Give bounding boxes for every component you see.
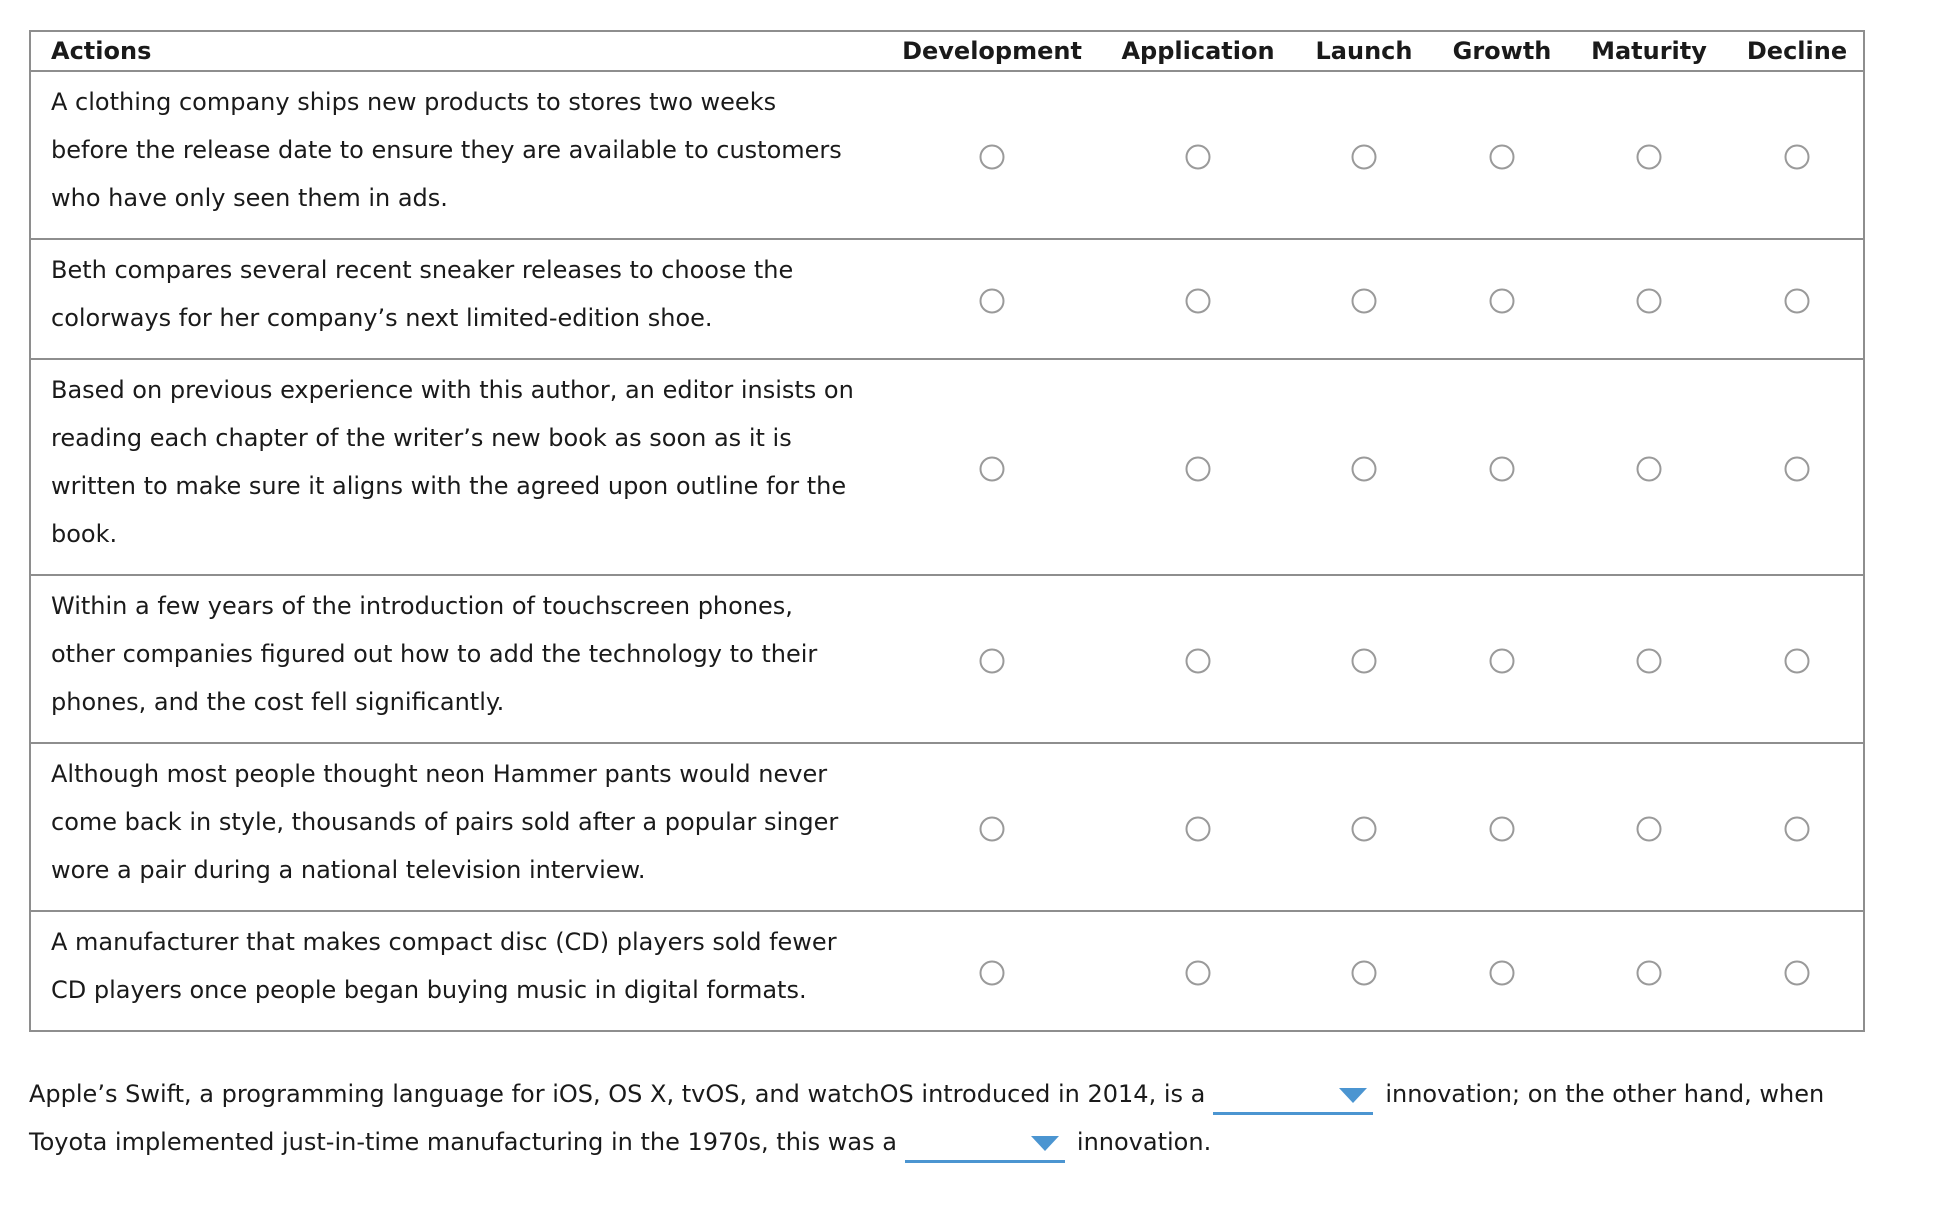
paragraph-text: innovation.	[1076, 1128, 1212, 1156]
radio-development[interactable]	[980, 961, 1005, 986]
radio-application[interactable]	[1186, 649, 1211, 674]
action-text-line: before the release date to ensure they are available to customers	[51, 136, 842, 164]
radio-growth[interactable]	[1490, 457, 1515, 482]
innovation-type-dropdown-2[interactable]	[905, 1118, 1065, 1163]
paragraph-text: Toyota implemented just-in-time manufacturing in the 1970s, this was a	[29, 1128, 897, 1156]
action-text-line: colorways for her company’s next limited-edition shoe.	[51, 304, 713, 332]
radio-growth[interactable]	[1490, 961, 1515, 986]
radio-launch[interactable]	[1352, 817, 1377, 842]
radio-maturity[interactable]	[1637, 817, 1662, 842]
radio-maturity[interactable]	[1637, 145, 1662, 170]
caret-down-icon	[1339, 1088, 1367, 1103]
action-text-line: other companies figured out how to add the technology to their	[51, 640, 818, 668]
grid-header	[31, 32, 1863, 72]
action-text-line: A manufacturer that makes compact disc (CD) players sold fewer	[51, 928, 837, 956]
radio-application[interactable]	[1186, 961, 1211, 986]
action-text-line: Based on previous experience with this author, an editor insists on	[51, 376, 854, 404]
radio-launch[interactable]	[1352, 145, 1377, 170]
action-description	[51, 912, 881, 1014]
radio-development[interactable]	[980, 289, 1005, 314]
stage-header-maturity: Maturity	[1591, 37, 1707, 65]
paragraph-line-1	[29, 1070, 1899, 1118]
radio-application[interactable]	[1186, 145, 1211, 170]
stage-header-decline: Decline	[1746, 37, 1848, 65]
paragraph-text: innovation; on the other hand, when	[1385, 1080, 1825, 1108]
radio-launch[interactable]	[1352, 457, 1377, 482]
table-row	[31, 240, 1863, 360]
action-description	[51, 744, 881, 894]
radio-growth[interactable]	[1490, 649, 1515, 674]
radio-decline[interactable]	[1785, 145, 1810, 170]
action-text-line: reading each chapter of the writer’s new book as soon as it is	[51, 424, 792, 452]
radio-maturity[interactable]	[1637, 649, 1662, 674]
action-text-line: CD players once people began buying music in digital formats.	[51, 976, 807, 1004]
radio-growth[interactable]	[1490, 145, 1515, 170]
radio-development[interactable]	[980, 817, 1005, 842]
radio-decline[interactable]	[1785, 457, 1810, 482]
radio-growth[interactable]	[1490, 817, 1515, 842]
radio-development[interactable]	[980, 457, 1005, 482]
fill-in-paragraph	[29, 1070, 1899, 1166]
paragraph-text: Apple’s Swift, a programming language for iOS, OS X, tvOS, and watchOS introduced in 2014, is a	[29, 1080, 1206, 1108]
stage-header-development: Development	[902, 37, 1082, 65]
radio-development[interactable]	[980, 145, 1005, 170]
radio-decline[interactable]	[1785, 289, 1810, 314]
action-description	[51, 240, 881, 342]
action-description	[51, 360, 881, 558]
action-text-line: wore a pair during a national television interview.	[51, 856, 646, 884]
radio-application[interactable]	[1186, 457, 1211, 482]
caret-down-icon	[1031, 1136, 1059, 1151]
table-row	[31, 360, 1863, 576]
radio-application[interactable]	[1186, 289, 1211, 314]
action-text-line: Beth compares several recent sneaker releases to choose the	[51, 256, 794, 284]
radio-launch[interactable]	[1352, 649, 1377, 674]
radio-decline[interactable]	[1785, 961, 1810, 986]
action-text-line: Although most people thought neon Hammer pants would never	[51, 760, 828, 788]
action-text-line: phones, and the cost fell significantly.	[51, 688, 505, 716]
table-row	[31, 576, 1863, 744]
classification-grid	[29, 30, 1865, 1032]
stage-header-application: Application	[1121, 37, 1275, 65]
action-description	[51, 576, 881, 726]
innovation-type-dropdown-1[interactable]	[1213, 1070, 1373, 1115]
actions-column-header: Actions	[51, 37, 152, 65]
radio-growth[interactable]	[1490, 289, 1515, 314]
stage-header-growth: Growth	[1452, 37, 1552, 65]
radio-maturity[interactable]	[1637, 289, 1662, 314]
radio-maturity[interactable]	[1637, 961, 1662, 986]
table-row	[31, 72, 1863, 240]
radio-decline[interactable]	[1785, 817, 1810, 842]
radio-launch[interactable]	[1352, 961, 1377, 986]
action-text-line: Within a few years of the introduction of touchscreen phones,	[51, 592, 793, 620]
radio-decline[interactable]	[1785, 649, 1810, 674]
radio-development[interactable]	[980, 649, 1005, 674]
action-text-line: come back in style, thousands of pairs sold after a popular singer	[51, 808, 839, 836]
radio-application[interactable]	[1186, 817, 1211, 842]
action-text-line: who have only seen them in ads.	[51, 184, 448, 212]
radio-launch[interactable]	[1352, 289, 1377, 314]
action-description	[51, 72, 881, 222]
action-text-line: book.	[51, 520, 118, 548]
table-row	[31, 744, 1863, 912]
table-row	[31, 912, 1863, 1030]
action-text-line: A clothing company ships new products to stores two weeks	[51, 88, 777, 116]
paragraph-line-2	[29, 1118, 1899, 1166]
radio-maturity[interactable]	[1637, 457, 1662, 482]
stage-header-launch: Launch	[1315, 37, 1413, 65]
action-text-line: written to make sure it aligns with the agreed upon outline for the	[51, 472, 847, 500]
